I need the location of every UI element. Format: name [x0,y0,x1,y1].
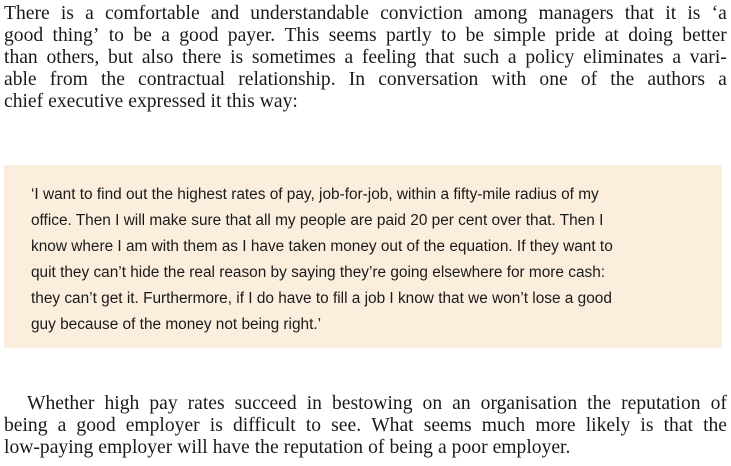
word: a [507,47,517,68]
word: comfortable [104,3,200,24]
intro-line [4,3,727,25]
word: employer [125,415,200,436]
intro-line [4,47,727,69]
word: ‘a [711,3,727,24]
word: being [389,437,433,458]
closing-line [27,393,727,415]
word: feeling [361,47,417,68]
word: pride [555,25,596,46]
word: among [473,3,528,24]
word: is [640,415,654,436]
word: to [441,25,457,46]
word: from [49,69,88,90]
word: a [85,3,94,24]
word: simple [493,25,546,46]
word: much [481,415,526,436]
word: organisation [480,393,578,414]
word: vari- [689,47,727,68]
word: rates [187,393,225,414]
word: managers [538,3,614,24]
word: seems [328,25,377,46]
word: contractual [138,69,226,90]
word: eliminates [583,47,664,68]
word: be [465,25,485,46]
word: see. [331,415,362,436]
word: What [371,415,414,436]
word: There [4,3,50,24]
quote-box [4,165,722,348]
quote-line: guy because of the money not being right.’ [31,316,322,333]
word: of [710,393,727,414]
word: good [76,415,116,436]
word: is [60,3,74,24]
intro-line [4,91,727,113]
word: is [230,47,244,68]
word: good [179,25,219,46]
word: at [604,25,619,46]
word: but [108,47,134,68]
word: also [141,47,174,68]
word: that [624,3,655,24]
word: low-paying [4,437,94,458]
word: pay [149,393,178,414]
word: high [104,393,140,414]
word: This [284,25,320,46]
word: is [209,415,223,436]
word: authors [647,69,706,90]
word: the [703,415,727,436]
word: will [177,437,208,458]
word: such [463,47,500,68]
word: policy [525,47,575,68]
quote-line: quit they can’t hide the real reason by saying they’re going elsewhere for more cash: [31,264,606,281]
closing-line [4,437,727,459]
word: this [226,91,255,112]
word: being [4,415,48,436]
word: of [580,69,598,90]
intro-line [4,25,727,47]
word: that [425,47,455,68]
word: it [210,91,222,112]
word: a [344,47,354,68]
word: to [305,415,322,436]
word: able [4,69,37,90]
word: that [663,415,693,436]
word: an [452,393,471,414]
word: of [368,437,385,458]
word: a [57,415,67,436]
word: a [437,437,447,458]
word: the [587,393,612,414]
word: the [100,69,125,90]
word: relationship. [238,69,336,90]
word: in [306,393,322,414]
word: others, [46,47,100,68]
word: likely [585,415,631,436]
closing-line [4,415,727,437]
word: expressed [128,91,206,112]
word: with [491,69,527,90]
quote-line: office. Then I will make sure that all my people are paid 20 per cent over that. Then I [31,212,604,229]
word: thing’ [52,25,100,46]
word: seems [423,415,472,436]
word: one [539,69,568,90]
word: conversation [378,69,479,90]
word: payer. [227,25,276,46]
word: way: [259,91,298,112]
word: and [210,3,240,24]
word: a [161,25,170,46]
word: there [182,47,222,68]
word: on [422,393,443,414]
quote-line: know where I am with them as I have taken money out of the equation. If they want to [31,238,613,255]
word: Whether [27,393,95,414]
quote-line: they can’t get it. Furthermore, if I do have to fill a job I know that we won’t lose a good [31,290,612,307]
word: be [133,25,152,46]
word: In [348,69,366,90]
word: good [4,25,44,46]
word: better [682,25,727,46]
word: than [4,47,38,68]
word: more [535,415,576,436]
word: have [212,437,250,458]
word: difficult [232,415,296,436]
word: executive [48,91,124,112]
word: employer [98,437,173,458]
word: the [254,437,279,458]
word: reputation [621,393,701,414]
word: employer. [492,437,571,458]
word: sometimes [251,47,336,68]
word: conviction [380,3,463,24]
word: partly [385,25,432,46]
word: bestowing [331,393,413,414]
word: doing [628,25,673,46]
word: a [672,47,682,68]
word: is [687,3,701,24]
word: it [665,3,677,24]
word: a [718,69,727,90]
word: poor [451,437,488,458]
quote-line: ‘I want to find out the highest rates of pay, job-for-job, within a fifty-mile radius of my [31,186,599,203]
word: chief [4,91,44,112]
word: reputation [283,437,364,458]
word: succeed [234,393,297,414]
intro-line [4,69,727,91]
word: the [610,69,635,90]
word: understandable [250,3,369,24]
word: to [108,25,124,46]
